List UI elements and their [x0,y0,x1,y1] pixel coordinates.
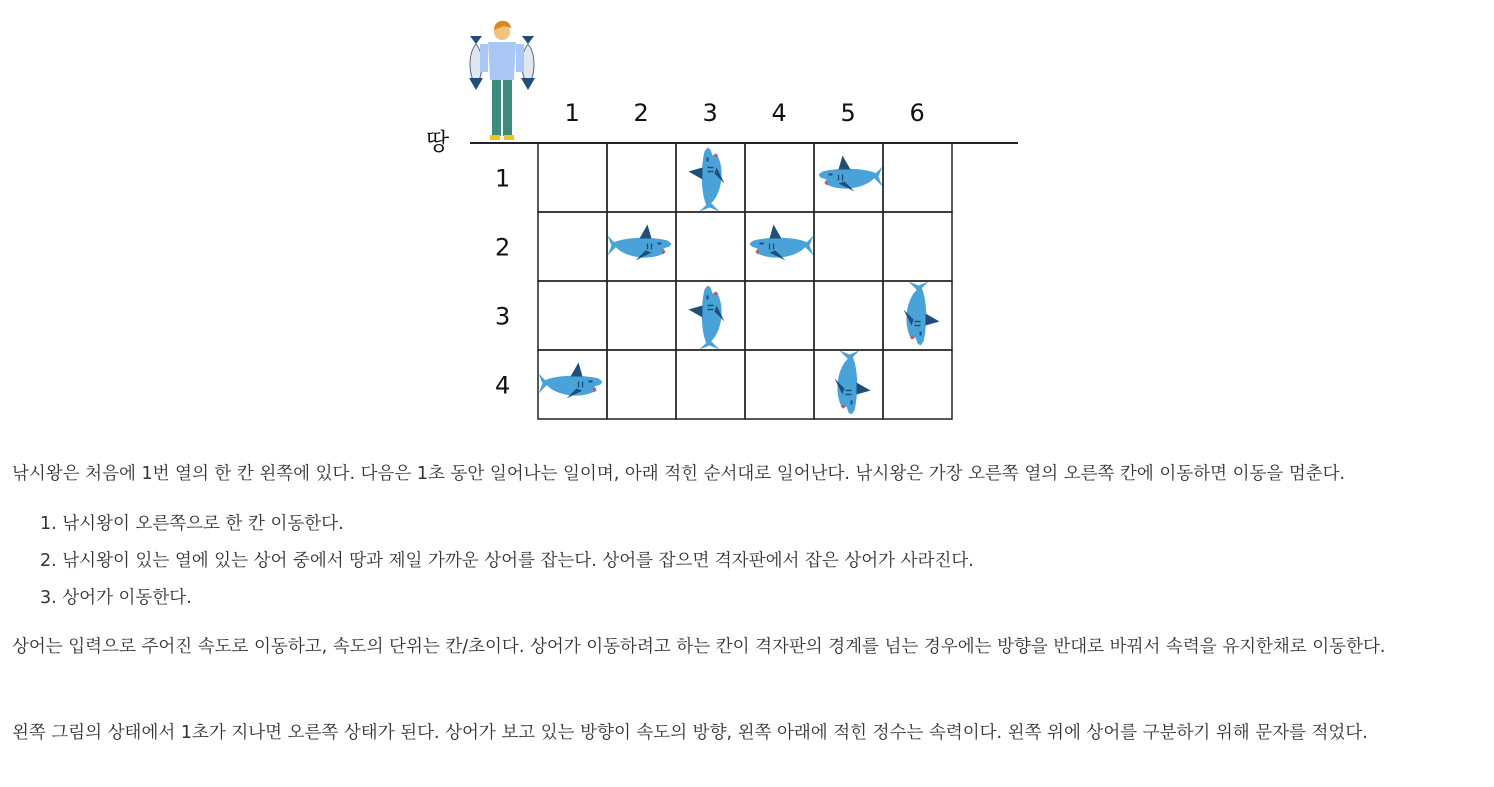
grid-diagram [410,0,1050,430]
grid-cell [745,350,814,419]
state-paragraph: 왼쪽 그림의 상태에서 1초가 지나면 오른쪽 상태가 된다. 상어가 보고 있는 방향이 속도의 방향, 왼쪽 아래에 적힌 정수는 속력이다. 왼쪽 위에 상어를 구분하기 위해 문자를 적었다. [12,723,1368,743]
shark-icon [689,148,725,212]
shark-icon [539,363,603,399]
shark-icon [689,286,725,350]
grid-figure [410,0,1050,430]
row-label: 1 [495,164,511,193]
grid-board [538,143,952,419]
shark-icon [904,282,940,346]
step-item: 1. 낚시왕이 오른쪽으로 한 칸 이동한다. [40,514,344,534]
column-label: 4 [771,99,787,127]
grid-cell [745,281,814,350]
grid-cell [814,281,883,350]
grid-cell [883,212,952,281]
grid-cell [607,143,676,212]
grid-cell [538,212,607,281]
grid-cell [607,350,676,419]
grid-cell [538,281,607,350]
shark-icon [608,225,672,261]
grid-cell [745,143,814,212]
shark-icon [835,351,871,415]
shark-icon [819,156,883,192]
fisherman-icon [469,21,535,140]
grid-cell [607,281,676,350]
row-label: 2 [495,233,511,262]
movement-paragraph: 상어는 입력으로 주어진 속도로 이동하고, 속도의 단위는 칸/초이다. 상어가 이동하려고 하는 칸이 격자판의 경계를 넘는 경우에는 방향을 반대로 바꿔서 속력을 유지한채로 이동한다. [12,637,1386,657]
shark-icon [750,225,814,261]
column-label: 2 [633,99,649,127]
column-labels [565,99,925,127]
column-label: 1 [564,99,580,127]
grid-cell [676,212,745,281]
grid-cell [883,350,952,419]
row-label: 3 [495,302,511,331]
column-label: 6 [909,99,925,127]
steps-list [40,506,974,617]
grid-cell [883,143,952,212]
step-item: 3. 상어가 이동한다. [40,588,192,608]
grid-cell [814,212,883,281]
step-item: 2. 낚시왕이 있는 열에 있는 상어 중에서 땅과 제일 가까운 상어를 잡는다. 상어를 잡으면 격자판에서 잡은 상어가 사라진다. [40,551,974,571]
grid-cell [538,143,607,212]
column-label: 3 [702,99,718,127]
row-labels [495,165,510,400]
row-label: 4 [495,371,511,400]
intro-paragraph: 낚시왕은 처음에 1번 열의 한 칸 왼쪽에 있다. 다음은 1초 동안 일어나는 일이며, 아래 적힌 순서대로 일어난다. 낚시왕은 가장 오른쪽 열의 오른쪽 칸에 이동하면 이동을 멈춘다. [12,464,1346,484]
column-label: 5 [840,99,856,127]
grid-cell [676,350,745,419]
ground-label: 땅 [426,128,450,156]
